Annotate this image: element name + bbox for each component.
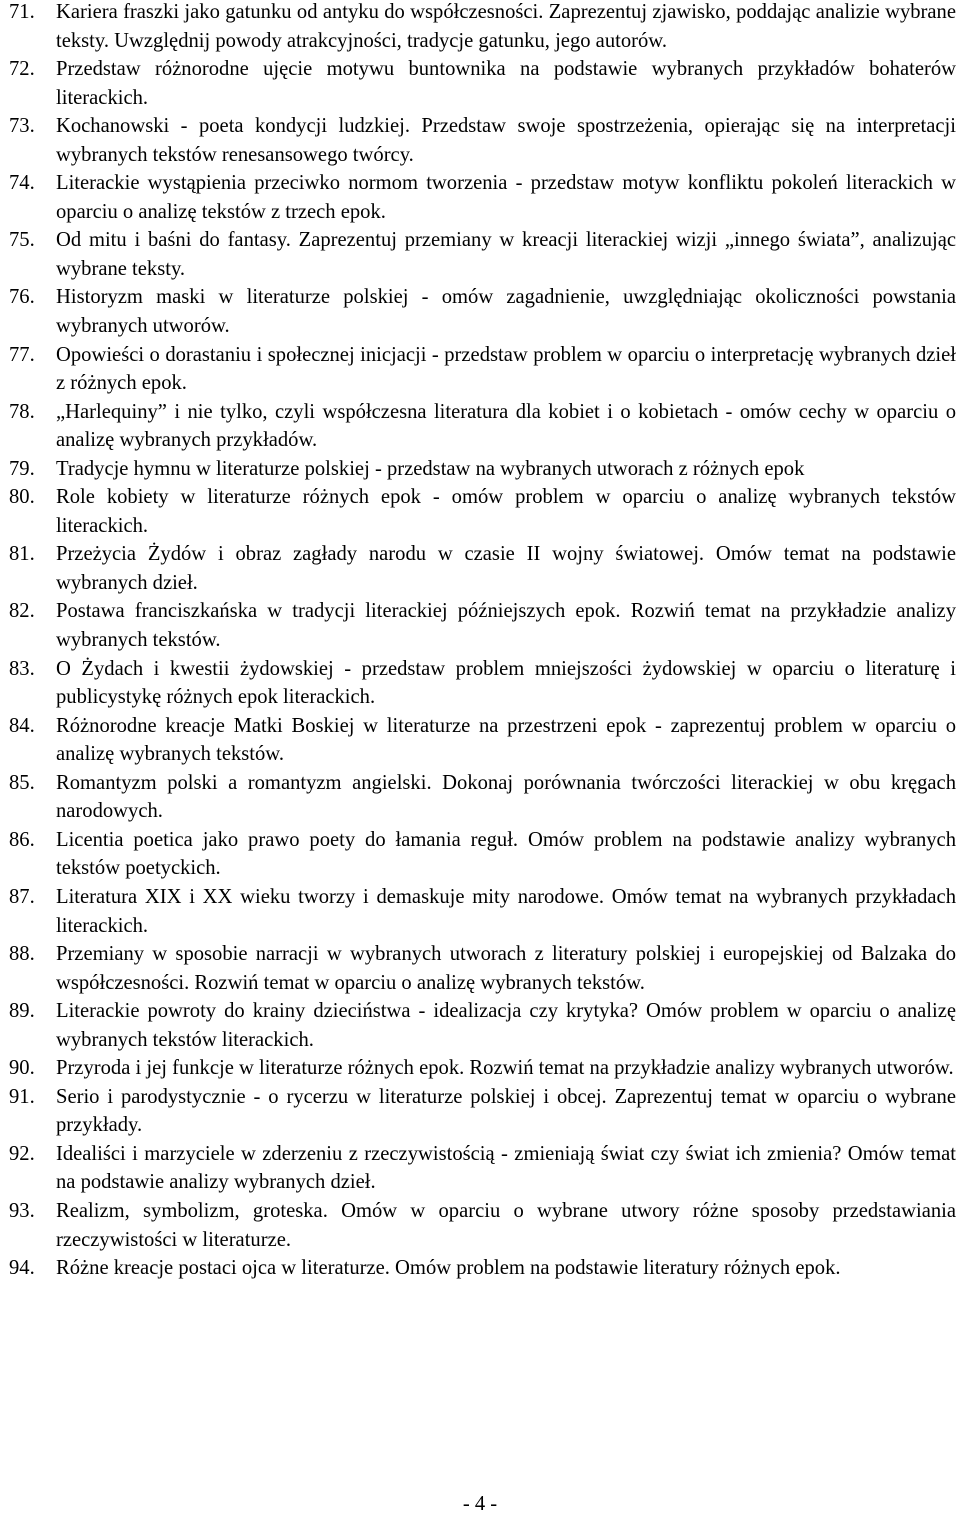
item-number: 86.	[9, 828, 35, 851]
item-text: Kochanowski - poeta kondycji ludzkiej. Przedstaw swoje spostrzeżenia, opierając się na interpretacji wybranych tekstów renesansowego twórcy.	[56, 115, 956, 166]
list-item	[9, 398, 956, 455]
list-item	[9, 712, 956, 769]
item-number: 71.	[9, 1, 35, 23]
item-text: Przedstaw różnorodne ujęcie motywu buntownika na podstawie wybranych przykładów bohaterów literackich.	[56, 58, 956, 109]
item-number: 93.	[9, 1199, 35, 1222]
item-text: Opowieści o dorastaniu i społecznej inicjacji - przedstaw problem w oparciu o interpretację wybranych dzieł z różnych epok.	[56, 343, 956, 395]
item-text: O Żydach i kwestii żydowskiej - przedstaw problem mniejszości żydowskiej w oparciu o literaturę i publicystykę różnych epok literackich.	[56, 657, 956, 709]
item-number: 74.	[9, 172, 35, 195]
list-item	[9, 540, 956, 597]
page-number: - 4 -	[462, 1493, 498, 1515]
list-item	[9, 826, 956, 883]
list-item	[9, 169, 956, 226]
item-text: Literackie wystąpienia przeciwko normom tworzenia - przedstaw motyw konfliktu pokoleń literackich w oparciu o analizę tekstów z trzech epok.	[56, 172, 956, 223]
list-item	[9, 940, 956, 997]
item-text: Idealiści i marzyciele w zderzeniu z rzeczywistością - zmieniają świat czy świat ich zmienia? Omów temat na podstawie analizy wybranych dzieł.	[56, 1142, 956, 1194]
list-item	[9, 769, 956, 826]
item-number: 91.	[9, 1085, 35, 1108]
item-text: Przeżycia Żydów i obraz zagłady narodu w czasie II wojny światowej. Omów temat na podstawie wybranych dzieł.	[56, 543, 956, 594]
item-text: Licentia poetica jako prawo poety do łamania reguł. Omów problem na podstawie analizy wybranych tekstów poetyckich.	[56, 828, 956, 880]
item-number: 75.	[9, 229, 35, 252]
item-text: Tradycje hymnu w literaturze polskiej - przedstaw na wybranych utworach z różnych epok	[56, 457, 805, 480]
item-text: Realizm, symbolizm, groteska. Omów w oparciu o wybrane utwory różne sposoby przedstawiania rzeczywistości w literaturze.	[56, 1199, 956, 1251]
item-text: Różnorodne kreacje Matki Boskiej w literaturze na przestrzeni epok - zaprezentuj problem w oparciu o analizę wybranych tekstów.	[56, 714, 956, 766]
list-item	[9, 283, 956, 340]
list-item	[9, 226, 956, 283]
item-text: Od mitu i baśni do fantasy. Zaprezentuj przemiany w kreacji literackiej wizji „innego świata”, analizując wybrane teksty.	[56, 229, 956, 280]
list-item	[9, 1140, 956, 1197]
list-item	[9, 1197, 956, 1254]
list-item	[9, 1054, 956, 1083]
item-number: 83.	[9, 657, 35, 680]
list-item	[9, 0, 956, 55]
list-item	[9, 341, 956, 398]
item-text: Kariera fraszki jako gatunku od antyku do współczesności. Zaprezentuj zjawisko, poddając analizie wybrane teksty. Uwzględnij powody atrakcyjności, tradycje gatunku, jego autorów.	[56, 1, 956, 52]
item-number: 92.	[9, 1142, 35, 1165]
item-number: 89.	[9, 1000, 35, 1023]
list-item	[9, 112, 956, 169]
item-text: Przemiany w sposobie narracji w wybranych utworach z literatury polskiej i europejskiej od Balzaka do współczesności. Rozwiń temat w oparciu o analizę wybranych tekstów.	[56, 943, 956, 994]
item-number: 94.	[9, 1257, 35, 1280]
list-item	[9, 997, 956, 1054]
item-number: 90.	[9, 1057, 35, 1080]
list-item	[9, 455, 956, 484]
item-text: Serio i parodystycznie - o rycerzu w literaturze polskiej i obcej. Zaprezentuj temat w oparciu o wybrane przykłady.	[56, 1085, 956, 1137]
item-number: 81.	[9, 543, 35, 566]
item-number: 78.	[9, 400, 35, 423]
item-text: Literackie powroty do krainy dzieciństwa - idealizacja czy krytyka? Omów problem w oparciu o analizę wybranych tekstów literackich.	[56, 1000, 956, 1051]
item-text: Role kobiety w literaturze różnych epok - omów problem w oparciu o analizę wybranych tekstów literackich.	[56, 486, 956, 537]
list-item	[9, 55, 956, 112]
item-text: Romantyzm polski a romantyzm angielski. Dokonaj porównania twórczości literackiej w obu kręgach narodowych.	[56, 771, 956, 823]
item-text: Przyroda i jej funkcje w literaturze różnych epok. Rozwiń temat na przykładzie analizy wybranych utworów.	[56, 1057, 954, 1080]
item-number: 76.	[9, 286, 35, 309]
item-number: 85.	[9, 771, 35, 794]
item-text: Różne kreacje postaci ojca w literaturze. Omów problem na podstawie literatury różnych epok.	[56, 1257, 841, 1280]
list-item	[9, 1254, 956, 1283]
item-number: 88.	[9, 943, 35, 966]
item-text: „Harlequiny” i nie tylko, czyli współczesna literatura dla kobiet i o kobietach - omów cechy w oparciu o analizę wybranych przykładów.	[56, 400, 956, 452]
list-item	[9, 483, 956, 540]
item-number: 87.	[9, 885, 35, 908]
list-item	[9, 597, 956, 654]
item-number: 79.	[9, 457, 35, 480]
list-item	[9, 655, 956, 712]
list-item	[9, 1083, 956, 1140]
item-number: 73.	[9, 115, 35, 138]
item-text: Postawa franciszkańska w tradycji literackiej późniejszych epok. Rozwiń temat na przykładzie analizy wybranych tekstów.	[56, 600, 956, 652]
item-text: Literatura XIX i XX wieku tworzy i demaskuje mity narodowe. Omów temat na wybranych przykładach literackich.	[56, 885, 956, 937]
item-number: 72.	[9, 58, 35, 81]
topic-list	[9, 0, 956, 1283]
item-text: Historyzm maski w literaturze polskiej - omów zagadnienie, uwzględniając okoliczności powstania wybranych utworów.	[56, 286, 956, 338]
item-number: 80.	[9, 486, 35, 509]
item-number: 84.	[9, 714, 35, 737]
item-number: 77.	[9, 343, 35, 366]
item-number: 82.	[9, 600, 35, 623]
list-item	[9, 883, 956, 940]
